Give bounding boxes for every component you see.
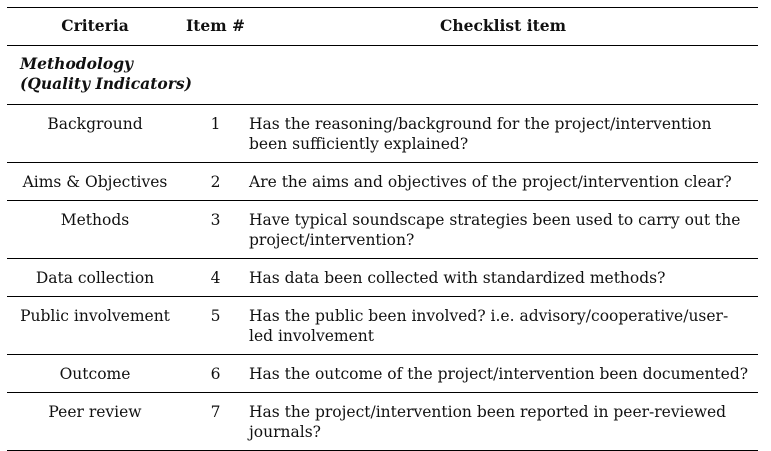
section-title-line2: (Quality Indicators) xyxy=(20,74,192,93)
table-row xyxy=(7,163,758,201)
item-number-cell: 3 xyxy=(183,201,248,259)
table-row xyxy=(7,355,758,393)
checklist-item-cell: Has the reasoning/background for the project/intervention been sufficiently explained? xyxy=(248,105,758,163)
section-row-methodology xyxy=(7,46,758,105)
criteria-cell: Outcome xyxy=(7,355,183,393)
header-criteria: Criteria xyxy=(7,8,183,46)
criteria-cell: Data collection xyxy=(7,259,183,297)
criteria-cell: Methods xyxy=(7,201,183,259)
table-row xyxy=(7,201,758,259)
item-number-cell: 7 xyxy=(183,393,248,451)
checklist-item-cell: Are the aims and objectives of the project/intervention clear? xyxy=(248,163,758,201)
item-number-cell: 2 xyxy=(183,163,248,201)
item-number-cell: 1 xyxy=(183,105,248,163)
checklist-item-cell: Have typical soundscape strategies been used to carry out the project/intervention? xyxy=(248,201,758,259)
criteria-cell: Peer review xyxy=(7,393,183,451)
header-checklist-item: Checklist item xyxy=(248,8,758,46)
section-title xyxy=(7,46,758,105)
checklist-item-cell: Has the project/intervention been reported in peer-reviewed journals? xyxy=(248,393,758,451)
table-row xyxy=(7,297,758,355)
item-number-cell: 6 xyxy=(183,355,248,393)
table-row xyxy=(7,105,758,163)
criteria-cell: Public involvement xyxy=(7,297,183,355)
header-item-number: Item # xyxy=(183,8,248,46)
section-title-line1: Methodology xyxy=(20,54,134,73)
item-number-cell: 4 xyxy=(183,259,248,297)
criteria-cell: Aims & Objectives xyxy=(7,163,183,201)
quality-checklist-table xyxy=(7,7,758,451)
table-row xyxy=(7,393,758,451)
criteria-cell: Background xyxy=(7,105,183,163)
checklist-item-cell: Has the public been involved? i.e. advisory/cooperative/user-led involvement xyxy=(248,297,758,355)
item-number-cell: 5 xyxy=(183,297,248,355)
checklist-item-cell: Has data been collected with standardized methods? xyxy=(248,259,758,297)
table-row xyxy=(7,259,758,297)
header-row xyxy=(7,8,758,46)
checklist-item-cell: Has the outcome of the project/intervention been documented? xyxy=(248,355,758,393)
